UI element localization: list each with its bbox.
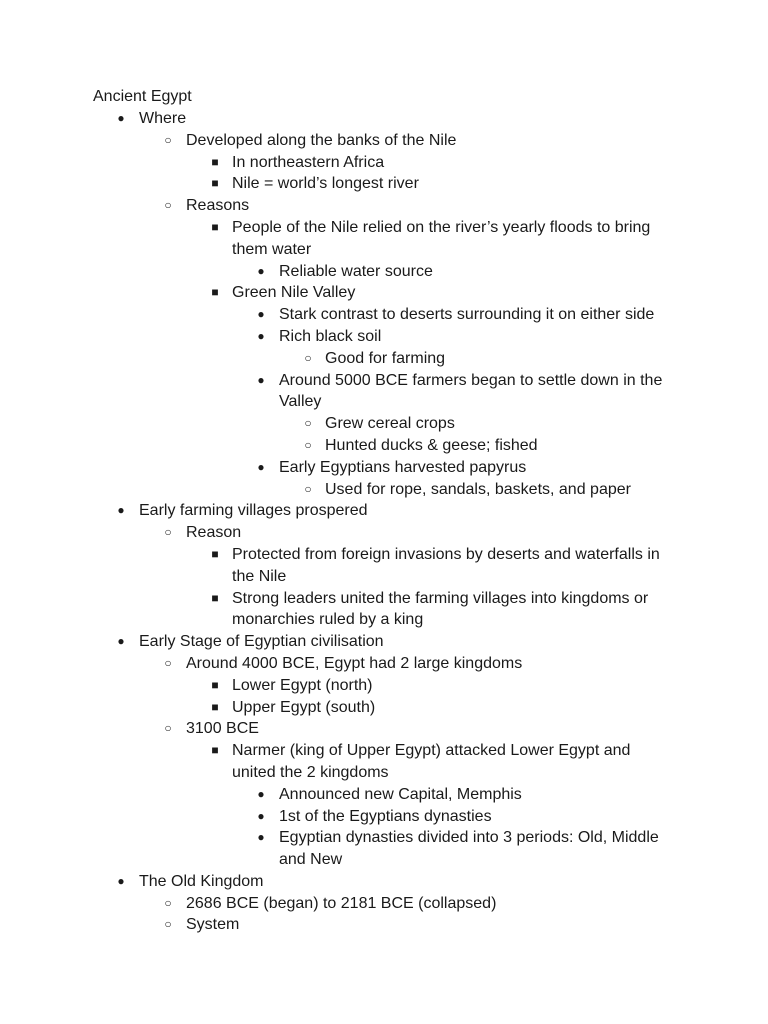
outline-item-text: Rich black soil [279,327,382,345]
outline-item-text: Upper Egypt (south) [232,698,376,716]
outline-item-text: People of the Nile relied on the river’s yearly floods to bring them water [232,218,651,258]
bullet-icon: ● [257,263,265,278]
bullet-icon: ○ [304,416,312,431]
outline-item [93,718,693,740]
outline-item [93,827,693,871]
outline-item [93,871,693,893]
bullet-icon: ● [257,459,265,474]
outline-item-text: Stark contrast to deserts surrounding it on either side [279,306,655,324]
outline-item [93,304,693,326]
outline-item [93,130,693,152]
bullet-icon: ○ [164,721,172,736]
bullet-icon: ■ [211,546,219,561]
outline-item [93,500,693,522]
outline-item-text: Reasons [186,197,250,215]
bullet-icon: ■ [211,285,219,300]
outline-item [93,588,693,632]
bullet-icon: ● [257,830,265,845]
outline-item [93,653,693,675]
outline-item-text: Where [139,110,187,127]
bullet-icon: ● [117,873,125,888]
outline-item-text: Good for farming [325,349,446,367]
bullet-icon: ○ [164,132,172,147]
bullet-icon: ● [257,307,265,322]
outline-item-text: Early Egyptians harvested papyrus [279,458,527,476]
outline-item-text: 2686 BCE (began) to 2181 BCE (collapsed) [186,894,497,912]
bullet-icon: ○ [164,917,172,932]
outline-item [93,740,693,784]
bullet-icon: ○ [304,437,312,452]
bullet-icon: ○ [164,525,172,540]
outline-item [93,914,693,936]
outline-item [93,457,693,479]
bullet-icon: ■ [211,154,219,169]
bullet-icon: ■ [211,590,219,605]
outline-item-text: Announced new Capital, Memphis [279,785,522,803]
outline-item-text: The Old Kingdom [139,872,264,890]
outline-item-text: Protected from foreign invasions by deserts and waterfalls in the Nile [232,545,660,585]
bullet-icon: ○ [164,198,172,213]
outline-list [93,108,693,936]
outline-item [93,806,693,828]
outline-item [93,261,693,283]
document-title: Ancient Egypt [93,88,192,105]
bullet-icon: ■ [211,677,219,692]
outline-item-text: Egyptian dynasties divided into 3 periods: Old, Middle and New [279,829,659,869]
outline-item [93,631,693,653]
outline-item-text: Reliable water source [279,262,433,280]
outline-item [93,348,693,370]
bullet-icon: ■ [211,699,219,714]
outline-item [93,108,693,130]
outline-item-text: Lower Egypt (north) [232,676,373,694]
outline-item [93,217,693,261]
outline-item-text: Used for rope, sandals, baskets, and paper [325,480,631,498]
outline-item [93,522,693,544]
outline-item-text: In northeastern Africa [232,153,385,171]
outline-item [93,195,693,217]
bullet-icon: ○ [164,655,172,670]
outline-item-text: Narmer (king of Upper Egypt) attacked Lower Egypt and united the 2 kingdoms [232,742,631,781]
outline-item-text: Green Nile Valley [232,284,356,302]
outline-item [93,479,693,501]
outline-item-text: Early farming villages prospered [139,502,368,520]
bullet-icon: ● [257,786,265,801]
outline-item [93,173,693,195]
bullet-icon: ■ [211,743,219,758]
outline-item-text: System [186,916,240,934]
bullet-icon: ■ [211,219,219,234]
outline-item-text: Grew cereal crops [325,415,455,433]
outline-item-text: 3100 BCE [186,720,259,738]
outline-item-text: Developed along the banks of the Nile [186,131,457,149]
bullet-icon: ○ [164,895,172,910]
outline-item-text: 1st of the Egyptians dynasties [279,807,492,825]
outline-item [93,370,693,414]
outline-item-text: Around 5000 BCE farmers began to settle down in the Valley [279,371,663,411]
bullet-icon: ■ [211,176,219,191]
outline-item [93,784,693,806]
outline-item [93,413,693,435]
outline-item-text: Hunted ducks & geese; fished [325,436,538,454]
outline-item-text: Around 4000 BCE, Egypt had 2 large kingdoms [186,654,523,672]
outline-item-text: Strong leaders united the farming villages into kingdoms or monarchies ruled by a king [232,589,649,629]
outline-item-text: Reason [186,524,242,542]
outline-item [93,326,693,348]
bullet-icon: ● [257,372,265,387]
bullet-icon: ● [257,808,265,823]
outline-item-text: Nile = world’s longest river [232,175,419,193]
outline-item [93,697,693,719]
bullet-icon: ● [117,634,125,649]
bullet-icon: ○ [304,350,312,365]
outline-item [93,544,693,588]
outline-item [93,893,693,915]
bullet-icon: ● [117,111,125,125]
bullet-icon: ● [117,503,125,518]
outline-item [93,282,693,304]
bullet-icon: ● [257,328,265,343]
document-body [93,86,693,936]
outline-item [93,152,693,174]
bullet-icon: ○ [304,481,312,496]
outline-item-text: Early Stage of Egyptian civilisation [139,633,384,651]
outline-item [93,675,693,697]
outline-item [93,435,693,457]
